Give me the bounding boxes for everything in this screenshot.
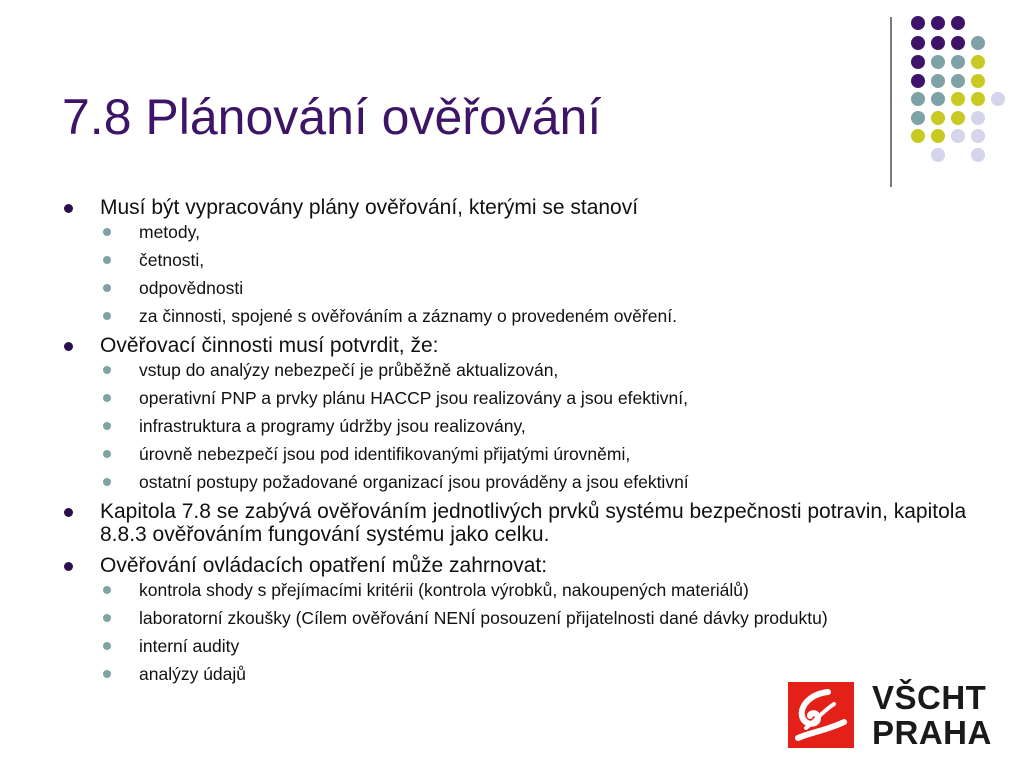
decor-dot <box>931 16 945 30</box>
sub-bullet-item <box>100 306 982 326</box>
sub-bullet-dot <box>103 670 111 678</box>
bullet-text: Kapitola 7.8 se zabývá ověřováním jednotlivých prvků systému bezpečnosti potravin, kapitola 8.8.3 ověřováním fungování systému jako celku. <box>100 500 967 546</box>
sub-bullet-item <box>100 636 982 656</box>
decor-dot <box>951 16 965 30</box>
decor-dot <box>951 129 965 143</box>
sub-bullet-dot <box>103 228 111 236</box>
decor-dot <box>971 55 985 69</box>
bullet-text: Ověřování ovládacích opatření může zahrnovat: <box>100 554 548 577</box>
decor-dot <box>971 92 985 106</box>
sub-bullet-dot <box>103 614 111 622</box>
bullet-dot <box>64 342 73 351</box>
bullet-list <box>62 196 982 684</box>
decor-dot <box>911 55 925 69</box>
decor-dot <box>951 36 965 50</box>
sub-bullet-item <box>100 388 982 408</box>
decor-dot <box>971 129 985 143</box>
sub-bullet-text: úrovně nebezpečí jsou pod identifikovanými přijatými úrovněmi, <box>139 444 631 464</box>
sub-bullet-dot <box>103 366 111 374</box>
decor-dot <box>931 74 945 88</box>
decor-dot <box>971 111 985 125</box>
sub-bullet-text: analýzy údajů <box>139 664 247 684</box>
sub-bullet-text: vstup do analýzy nebezpečí je průběžně aktualizován, <box>139 360 559 380</box>
bullet-text: Ověřovací činnosti musí potvrdit, že: <box>100 334 439 357</box>
sub-bullet-item <box>100 360 982 380</box>
sub-bullet-list <box>100 222 982 326</box>
decor-dot <box>931 36 945 50</box>
slide-body <box>62 196 982 692</box>
decor-dot <box>911 111 925 125</box>
sub-bullet-text: infrastruktura a programy údržby jsou realizovány, <box>139 416 526 436</box>
sub-bullet-dot <box>103 312 111 320</box>
bullet-item <box>62 196 982 326</box>
decor-dot <box>951 74 965 88</box>
logo-line-2: PRAHA <box>872 714 992 751</box>
decor-dot <box>911 74 925 88</box>
sub-bullet-item <box>100 608 982 628</box>
bullet-item <box>62 334 982 492</box>
decor-dot <box>911 16 925 30</box>
bullet-item <box>62 500 982 546</box>
sub-bullet-dot <box>103 478 111 486</box>
sub-bullet-text: ostatní postupy požadované organizací jsou prováděny a jsou efektivní <box>139 472 689 492</box>
sub-bullet-text: laboratorní zkoušky (Cílem ověřování NENÍ posouzení přijatelnosti dané dávky produktu) <box>139 608 828 628</box>
bullet-dot <box>64 204 73 213</box>
decor-dot <box>991 92 1005 106</box>
sub-bullet-list <box>100 580 982 684</box>
decor-dot <box>951 55 965 69</box>
sub-bullet-dot <box>103 586 111 594</box>
sub-bullet-item <box>100 278 982 298</box>
sub-bullet-text: interní audity <box>139 636 240 656</box>
decor-dot <box>951 92 965 106</box>
sub-bullet-text: za činnosti, spojené s ověřováním a záznamy o provedeném ověření. <box>139 306 677 326</box>
sub-bullet-item <box>100 250 982 270</box>
bullet-dot <box>64 562 73 571</box>
sub-bullet-dot <box>103 450 111 458</box>
sub-bullet-item <box>100 472 982 492</box>
sub-bullet-dot <box>103 422 111 430</box>
decor-dot <box>931 148 945 162</box>
bullet-text: Musí být vypracovány plány ověřování, kterými se stanoví <box>100 196 639 219</box>
decor-dot <box>911 36 925 50</box>
slide-title: 7.8 Plánování ověřování <box>62 89 602 145</box>
decor-dot <box>971 148 985 162</box>
sub-bullet-item <box>100 580 982 600</box>
decorative-divider-line <box>890 17 892 187</box>
sub-bullet-dot <box>103 256 111 264</box>
bullet-dot <box>64 508 73 517</box>
sub-bullet-item <box>100 222 982 242</box>
sub-bullet-dot <box>103 284 111 292</box>
decor-dot <box>931 92 945 106</box>
decor-dot <box>971 36 985 50</box>
decor-dot <box>931 55 945 69</box>
sub-bullet-text: operativní PNP a prvky plánu HACCP jsou realizovány a jsou efektivní, <box>139 388 688 408</box>
decor-dot <box>911 129 925 143</box>
decor-dot <box>911 92 925 106</box>
sub-bullet-text: kontrola shody s přejímacími kritérii (kontrola výrobků, nakoupených materiálů) <box>139 580 749 600</box>
sub-bullet-list <box>100 360 982 492</box>
bullet-item <box>62 554 982 684</box>
sub-bullet-dot <box>103 642 111 650</box>
sub-bullet-text: metody, <box>139 222 200 242</box>
decor-dot <box>951 111 965 125</box>
sub-bullet-text: četnosti, <box>139 250 205 270</box>
vscht-logo-text <box>872 680 992 750</box>
sub-bullet-item <box>100 444 982 464</box>
decor-dot <box>931 129 945 143</box>
vscht-logo-mark-icon <box>788 682 854 748</box>
decor-dot <box>931 111 945 125</box>
sub-bullet-dot <box>103 394 111 402</box>
sub-bullet-text: odpovědnosti <box>139 278 244 298</box>
vscht-logo <box>788 679 992 751</box>
logo-line-1: VŠCHT <box>872 679 987 716</box>
sub-bullet-item <box>100 416 982 436</box>
decor-dot <box>971 74 985 88</box>
